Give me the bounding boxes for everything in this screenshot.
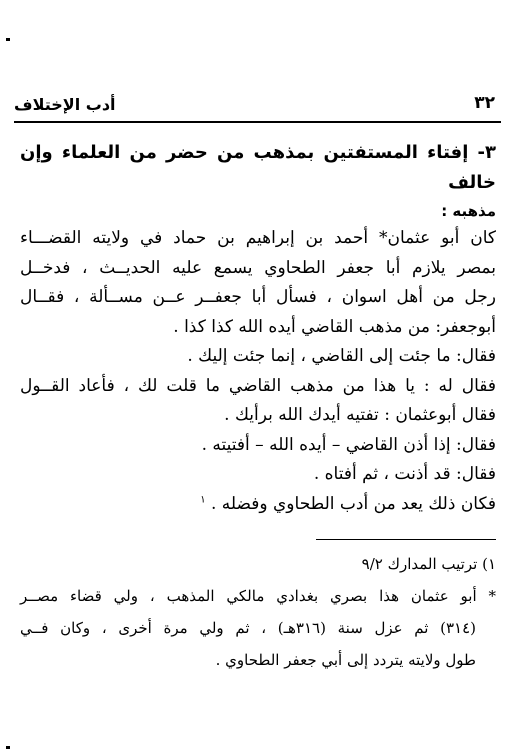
corner-mark <box>6 38 10 41</box>
paragraph-line: رجل من أهل اسوان ، فسأل أبا جعفــر عــن مســألة ، فقــال <box>20 287 496 307</box>
section-title <box>20 138 496 224</box>
page-number: ٣٢ <box>474 93 495 113</box>
corner-mark <box>6 746 10 749</box>
footnote-reference: ١) ترتيب المدارك ٩/٢ <box>361 555 496 573</box>
running-header <box>14 93 501 115</box>
footnote-rule <box>316 539 496 540</box>
header-title: أدب الإختلاف <box>14 95 116 114</box>
footnote-line: طول ولايته يتردد إلى أبي جعفر الطحاوي . <box>215 651 476 669</box>
paragraph-line: كان أبو عثمان* أحمد بن إبراهيم بن حماد في ولايته القضـــاء <box>20 228 496 248</box>
paragraph-line: بمصر يلازم أبا جعفر الطحاوي يسمع عليه الحديــث ، فدخــل <box>20 257 496 278</box>
main-text <box>20 138 496 519</box>
paragraph-line-text: فكان ذلك يعد من أدب الطحاوي وفضله . <box>210 493 496 514</box>
paragraph-line: فقال: ما جئت إلى القاضي ، إنما جئت إليك . <box>187 346 496 366</box>
footnotes <box>20 548 496 676</box>
paragraph-line-last <box>20 490 496 520</box>
paragraph-line: أبوجعفر: من مذهب القاضي أيده الله كذا كذا . <box>173 316 496 337</box>
paragraph-line: فقال: قد أذنت ، ثم أفتاه . <box>313 464 496 484</box>
footnote-line: (٣١٤) ثم عزل سنة (٣١٦هـ) ، ثم ولي مرة أخرى ، وكان فــي <box>20 619 476 637</box>
footnote-line: * أبو عثمان هذا بصري بغدادي مالكي المذهب ، ولي قضاء مصــر <box>20 587 496 605</box>
paragraph-line: فقال: إذا أذن القاضي – أيده الله – أفتيته . <box>201 434 496 455</box>
section-title-line: ٣- إفتاء المستفتين بمذهب من حضر من العلماء وإن خالف <box>20 142 496 193</box>
paragraph-line: فقال أبوعثمان : تفتيه أيدك الله برأيك . <box>224 405 496 425</box>
footnote-marker: ١ <box>200 493 206 505</box>
header-rule <box>14 121 501 123</box>
paragraph-line: فقال له : يا هذا من مذهب القاضي ما قلت لك ، فأعاد القــول <box>20 375 496 396</box>
section-title-continuation: مذهبه : <box>441 202 496 220</box>
